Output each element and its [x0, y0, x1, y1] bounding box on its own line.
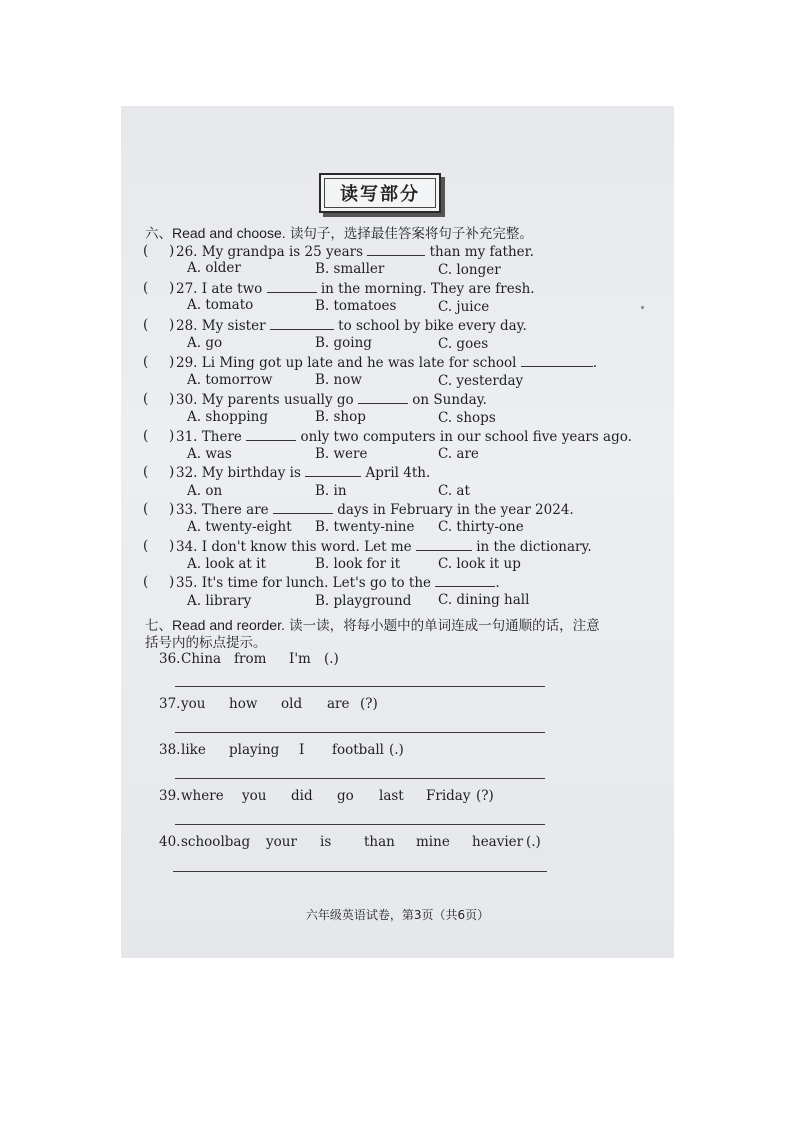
reorder-37	[159, 696, 559, 714]
option-c[interactable]: C. shops	[438, 410, 496, 426]
banner-title: 读写部分	[340, 184, 420, 205]
reorder-word: (?)	[360, 696, 378, 712]
question-text: 28. My sister to school by bike every day.	[176, 318, 527, 334]
blank-line[interactable]	[267, 280, 317, 293]
answer-paren-open: (	[143, 354, 149, 370]
page-footer: 六年级英语试卷，第3页（共6页）	[305, 908, 490, 922]
answer-paren-close: )	[169, 391, 175, 407]
reorder-word: how	[229, 696, 258, 712]
answer-paren-close: )	[169, 574, 175, 590]
blank-line[interactable]	[358, 391, 408, 404]
option-b[interactable]: B. going	[315, 335, 372, 351]
option-a[interactable]: A. look at it	[187, 556, 266, 572]
option-c[interactable]: C. at	[438, 483, 470, 499]
reorder-word: like	[181, 742, 206, 758]
section-7-instruction-cont: 括号内的标点提示。	[145, 635, 267, 651]
answer-paren-open: (	[143, 574, 149, 590]
answer-paren-open: (	[143, 391, 149, 407]
answer-paren-open: (	[143, 243, 149, 259]
blank-line[interactable]	[305, 464, 361, 477]
answer-line-38[interactable]	[175, 778, 545, 779]
question-26	[143, 243, 663, 261]
question-27	[143, 280, 663, 298]
option-a[interactable]: A. on	[187, 483, 223, 499]
reorder-word: schoolbag	[181, 834, 251, 850]
option-a[interactable]: A. tomorrow	[187, 372, 273, 388]
reorder-word: than	[364, 834, 395, 850]
option-b[interactable]: B. twenty-nine	[315, 519, 415, 535]
reorder-word: I	[299, 742, 305, 758]
answer-paren-open: (	[143, 428, 149, 444]
blank-line[interactable]	[246, 428, 296, 441]
answer-line-36[interactable]	[175, 686, 545, 687]
section-6-instruction: 读句子，选择最佳答案将句子补充完整。	[289, 226, 533, 242]
option-b[interactable]: B. shop	[315, 409, 366, 425]
reorder-number: 39.	[159, 788, 181, 804]
option-b[interactable]: B. now	[315, 372, 362, 388]
reorder-word: (?)	[476, 788, 494, 804]
option-a[interactable]: A. go	[187, 335, 223, 351]
reorder-36	[159, 651, 559, 669]
section-6-number: 六、	[145, 226, 172, 242]
question-text: 27. I ate two in the morning. They are fresh.	[176, 281, 535, 297]
reorder-word: last	[379, 788, 404, 804]
reorder-number: 36.	[159, 651, 181, 667]
question-28	[143, 317, 663, 335]
reorder-word: football	[332, 742, 385, 758]
reorder-word: China	[181, 651, 222, 667]
reorder-word: (.)	[324, 651, 339, 667]
option-a[interactable]: A. library	[187, 593, 252, 609]
section-7-instruction: 读一读，将每小题中的单词连成一句通顺的话，注意	[289, 618, 600, 634]
option-a[interactable]: A. older	[187, 260, 241, 276]
reorder-40	[159, 834, 579, 852]
reorder-word: you	[181, 696, 206, 712]
section-7-title-en: Read and reorder.	[172, 617, 285, 633]
section-banner	[319, 173, 441, 213]
option-a[interactable]: A. twenty-eight	[187, 519, 292, 535]
answer-paren-open: (	[143, 280, 149, 296]
answer-paren-open: (	[143, 501, 149, 517]
blank-line[interactable]	[270, 317, 334, 330]
answer-paren-open: (	[143, 317, 149, 333]
option-c[interactable]: C. thirty-one	[438, 519, 524, 535]
reorder-number: 38.	[159, 742, 181, 758]
reorder-39	[159, 788, 559, 806]
paper-speck	[641, 306, 644, 309]
option-b[interactable]: B. tomatoes	[315, 298, 397, 314]
question-text: 32. My birthday is April 4th.	[176, 465, 431, 481]
blank-line[interactable]	[273, 501, 333, 514]
reorder-word: old	[281, 696, 303, 712]
answer-paren-close: )	[169, 354, 175, 370]
option-c[interactable]: C. dining hall	[438, 592, 530, 608]
reorder-word: is	[320, 834, 332, 850]
reorder-word: I'm	[289, 651, 311, 667]
reorder-word: heavier	[472, 834, 524, 850]
answer-paren-open: (	[143, 464, 149, 480]
option-b[interactable]: B. playground	[315, 593, 412, 609]
answer-paren-close: )	[169, 428, 175, 444]
question-text: 34. I don't know this word. Let me in the dictionary.	[176, 539, 592, 555]
question-text: 26. My grandpa is 25 years than my father.	[176, 244, 534, 260]
blank-line[interactable]	[435, 574, 495, 587]
option-b[interactable]: B. in	[315, 483, 347, 499]
option-c[interactable]: C. longer	[438, 262, 501, 278]
section-6-title-en: Read and choose.	[172, 225, 286, 241]
answer-paren-close: )	[169, 538, 175, 554]
answer-line-37[interactable]	[175, 732, 545, 733]
section-6-heading	[145, 222, 533, 242]
option-b[interactable]: B. smaller	[315, 261, 385, 277]
answer-paren-close: )	[169, 280, 175, 296]
blank-line[interactable]	[521, 354, 593, 367]
answer-paren-close: )	[169, 317, 175, 333]
answer-line-40[interactable]	[173, 871, 547, 872]
question-30	[143, 391, 663, 409]
question-text: 31. There only two computers in our school five years ago.	[176, 429, 632, 445]
reorder-38	[159, 742, 559, 760]
question-text: 30. My parents usually go on Sunday.	[176, 392, 487, 408]
exam-page	[121, 106, 674, 958]
option-c[interactable]: C. look it up	[438, 556, 521, 572]
reorder-word: are	[327, 696, 350, 712]
option-c[interactable]: C. yesterday	[438, 373, 524, 389]
option-b[interactable]: B. look for it	[315, 556, 401, 572]
section-7-number: 七、	[145, 618, 172, 634]
question-31	[143, 428, 663, 446]
reorder-word: go	[337, 788, 354, 804]
answer-paren-close: )	[169, 464, 175, 480]
question-34	[143, 538, 663, 556]
question-29	[143, 354, 663, 372]
question-35	[143, 574, 663, 592]
question-text: 33. There are days in February in the year 2024.	[176, 502, 574, 518]
question-32	[143, 464, 663, 482]
option-c[interactable]: C. are	[438, 446, 479, 462]
blank-line[interactable]	[367, 243, 425, 256]
reorder-word: did	[291, 788, 313, 804]
option-c[interactable]: C. goes	[438, 336, 489, 352]
reorder-number: 37.	[159, 696, 181, 712]
option-b[interactable]: B. were	[315, 446, 368, 462]
reorder-word: playing	[229, 742, 280, 758]
reorder-word: from	[234, 651, 267, 667]
reorder-word: your	[266, 834, 297, 850]
reorder-word: mine	[416, 834, 450, 850]
reorder-number: 40.	[159, 834, 181, 850]
answer-paren-open: (	[143, 538, 149, 554]
reorder-word: (.)	[526, 834, 541, 850]
answer-paren-close: )	[169, 501, 175, 517]
option-a[interactable]: A. shopping	[187, 409, 269, 425]
option-c[interactable]: C. juice	[438, 299, 490, 315]
reorder-word: you	[242, 788, 267, 804]
option-a[interactable]: A. tomato	[187, 297, 254, 313]
question-33	[143, 501, 663, 519]
reorder-word: Friday	[426, 788, 471, 804]
answer-paren-close: )	[169, 243, 175, 259]
blank-line[interactable]	[416, 538, 472, 551]
reorder-word: where	[181, 788, 224, 804]
reorder-word: (.)	[389, 742, 404, 758]
answer-line-39[interactable]	[175, 824, 545, 825]
question-text: 29. Li Ming got up late and he was late for school .	[176, 355, 598, 371]
question-text: 35. It's time for lunch. Let's go to the .	[176, 575, 500, 591]
option-a[interactable]: A. was	[187, 446, 232, 462]
